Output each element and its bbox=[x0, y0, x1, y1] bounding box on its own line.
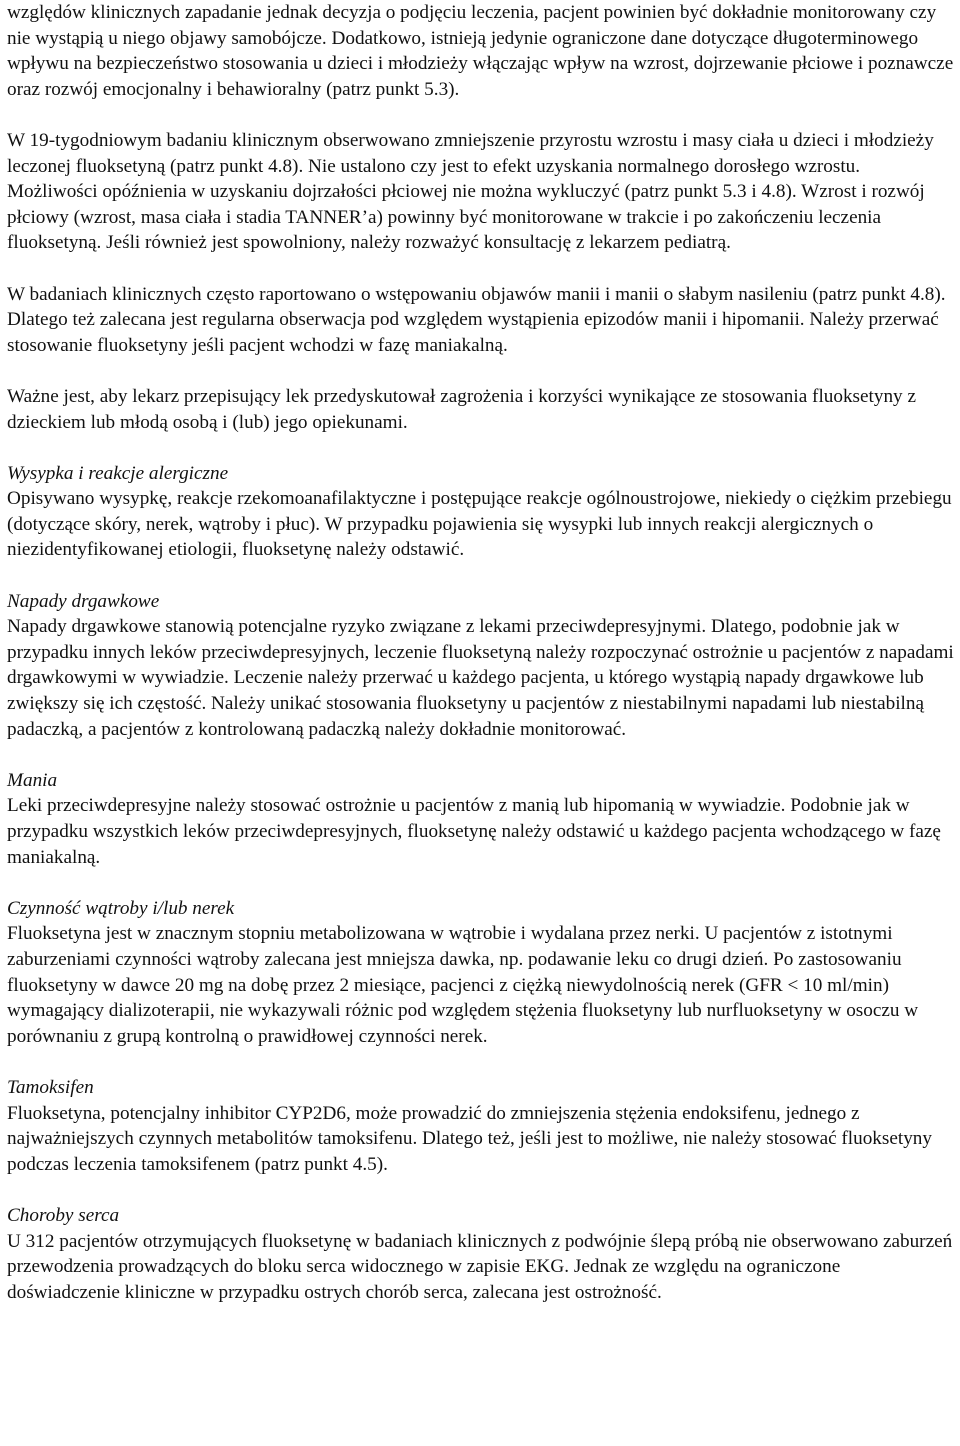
section-heading: Wysypka i reakcje alergiczne bbox=[7, 462, 229, 484]
section-heading: Tamoksifen bbox=[7, 1076, 94, 1098]
section-heading: Czynność wątroby i/lub nerek bbox=[7, 897, 235, 919]
section-mania bbox=[7, 768, 955, 870]
section-heading: Choroby serca bbox=[7, 1204, 120, 1226]
paragraph-gap bbox=[7, 1177, 955, 1203]
document-page bbox=[7, 0, 955, 1305]
paragraph-gap bbox=[7, 742, 955, 768]
paragraph-gap bbox=[7, 435, 955, 461]
paragraph-mania-reports: W badaniach klinicznych często raportowano o wstępowaniu objawów manii i manii o słabym nasileniu (patrz punkt 4.8). Dlatego też zalecana jest regularna obserwacja pod względem wystąpienia epizodów manii i hipomanii. Należy przerwać stosowanie fluoksetyny jeśli pacjent wchodzi w fazę maniakalną. bbox=[7, 283, 946, 356]
paragraph-risk-discussion: Ważne jest, aby lekarz przepisujący lek przedyskutował zagrożenia i korzyści wynikające ze stosowania fluoksetyny z dzieckiem lub młodą osobą i (lub) jego opiekunami. bbox=[7, 385, 916, 433]
paragraph-gap bbox=[7, 256, 955, 282]
paragraph-growth-study: W 19-tygodniowym badaniu klinicznym obserwowano zmniejszenie przyrostu wzrostu i masy ciała u dzieci i młodzieży leczonej fluoksetyną (patrz punkt 4.8). Nie ustalono czy jest to efekt uzyskania normalnego dorosłego wzrostu. Możliwości opóźnienia w uzyskaniu dojrzałości płciowej nie można wykluczyć (patrz punkt 5.3 i 4.8). Wzrost i rozwój płciowy (wzrost, masa ciała i stadia TANNER’a) powinny być monitorowane w trakcie i po zakończeniu leczenia fluoksetyną. Jeśli również jest spowolniony, należy rozważyć konsultację z lekarzem pediatrą. bbox=[7, 129, 934, 254]
section-body: Opisywano wysypkę, reakcje rzekomoanafilaktyczne i postępujące reakcje ogólnoustrojowe, niekiedy o ciężkim przebiegu (dotyczące skóry, nerek, wątroby i płuc). W przypadku pojawienia się wysypki lub innych reakcji alergicznych o niezidentyfikowanej etiologii, fluoksetynę należy odstawić. bbox=[7, 488, 952, 561]
section-body: Leki przeciwdepresyjne należy stosować ostrożnie u pacjentów z manią lub hipomanią w wywiadzie. Podobnie jak w przypadku wszystkich leków przeciwdepresyjnych, fluoksetynę należy odstawić u każdego pacjenta wchodzącego w fazę maniakalną. bbox=[7, 795, 941, 868]
section-heading: Mania bbox=[7, 769, 58, 791]
section-body: Fluoksetyna, potencjalny inhibitor CYP2D6, może prowadzić do zmniejszenia stężenia endoksifenu, jednego z najważniejszych czynnych metabolitów tamoksifenu. Dlatego też, jeśli jest to możliwe, nie należy stosować fluoksetyny podczas leczenia tamoksifenem (patrz punkt 4.5). bbox=[7, 1102, 932, 1175]
paragraph-gap bbox=[7, 870, 955, 896]
section-rash-allergy bbox=[7, 461, 955, 563]
paragraph-gap bbox=[7, 563, 955, 589]
paragraph-gap bbox=[7, 358, 955, 384]
section-body: Fluoksetyna jest w znacznym stopniu metabolizowana w wątrobie i wydalana przez nerki. U pacjentów z istotnymi zaburzeniami czynności wątroby zalecana jest mniejsza dawka, np. podawanie leku co drugi dzień. Po zastosowaniu fluoksetyny w dawce 20 mg na dobę przez 2 miesiące, pacjenci z ciężką niewydolnością nerek (GFR < 10 ml/min) wymagający dializoterapii, nie wykazywali różnic pod względem stężenia fluoksetyny lub nurfluoksetyny w osoczu w porównaniu z grupą kontrolną o prawidłowej czynności nerek. bbox=[7, 923, 919, 1047]
section-heart-disease bbox=[7, 1203, 955, 1305]
section-seizures bbox=[7, 589, 955, 743]
section-tamoxifen bbox=[7, 1075, 955, 1177]
section-liver-kidney bbox=[7, 896, 955, 1050]
paragraph-suicidality: względów klinicznych zapadanie jednak decyzja o podjęciu leczenia, pacjent powinien być dokładnie monitorowany czy nie wystąpią u niego objawy samobójcze. Dodatkowo, istnieją jedynie ograniczone dane dotyczące długoterminowego wpływu na bezpieczeństwo stosowania u dzieci i młodzieży włączając wpływ na wzrost, dojrzewanie płciowe i poznawcze oraz rozwój emocjonalny i behawioralny (patrz punkt 5.3). bbox=[7, 2, 954, 100]
section-body: Napady drgawkowe stanowią potencjalne ryzyko związane z lekami przeciwdepresyjnymi. Dlatego, podobnie jak w przypadku innych leków przeciwdepresyjnych, leczenie fluoksetyną należy rozpoczynać ostrożnie u pacjentów z napadami drgawkowymi w wywiadzie. Leczenie należy przerwać u każdego pacjenta, u którego wystąpią napady drgawkowe lub zwiększy się ich częstość. Należy unikać stosowania fluoksetyny u pacjentów z niestabilnymi napadami lub niestabilną padaczką, a pacjentów z kontrolowaną padaczką należy dokładnie monitorować. bbox=[7, 616, 954, 740]
paragraph-gap bbox=[7, 102, 955, 128]
paragraph-gap bbox=[7, 1049, 955, 1075]
section-heading: Napady drgawkowe bbox=[7, 590, 160, 612]
section-body: U 312 pacjentów otrzymujących fluoksetynę w badaniach klinicznych z podwójnie ślepą próbą nie obserwowano zaburzeń przewodzenia prowadzących do bloku serca widocznego w zapisie EKG. Jednak ze względu na ograniczone doświadczenie kliniczne w przypadku ostrych chorób serca, zalecana jest ostrożność. bbox=[7, 1230, 953, 1303]
